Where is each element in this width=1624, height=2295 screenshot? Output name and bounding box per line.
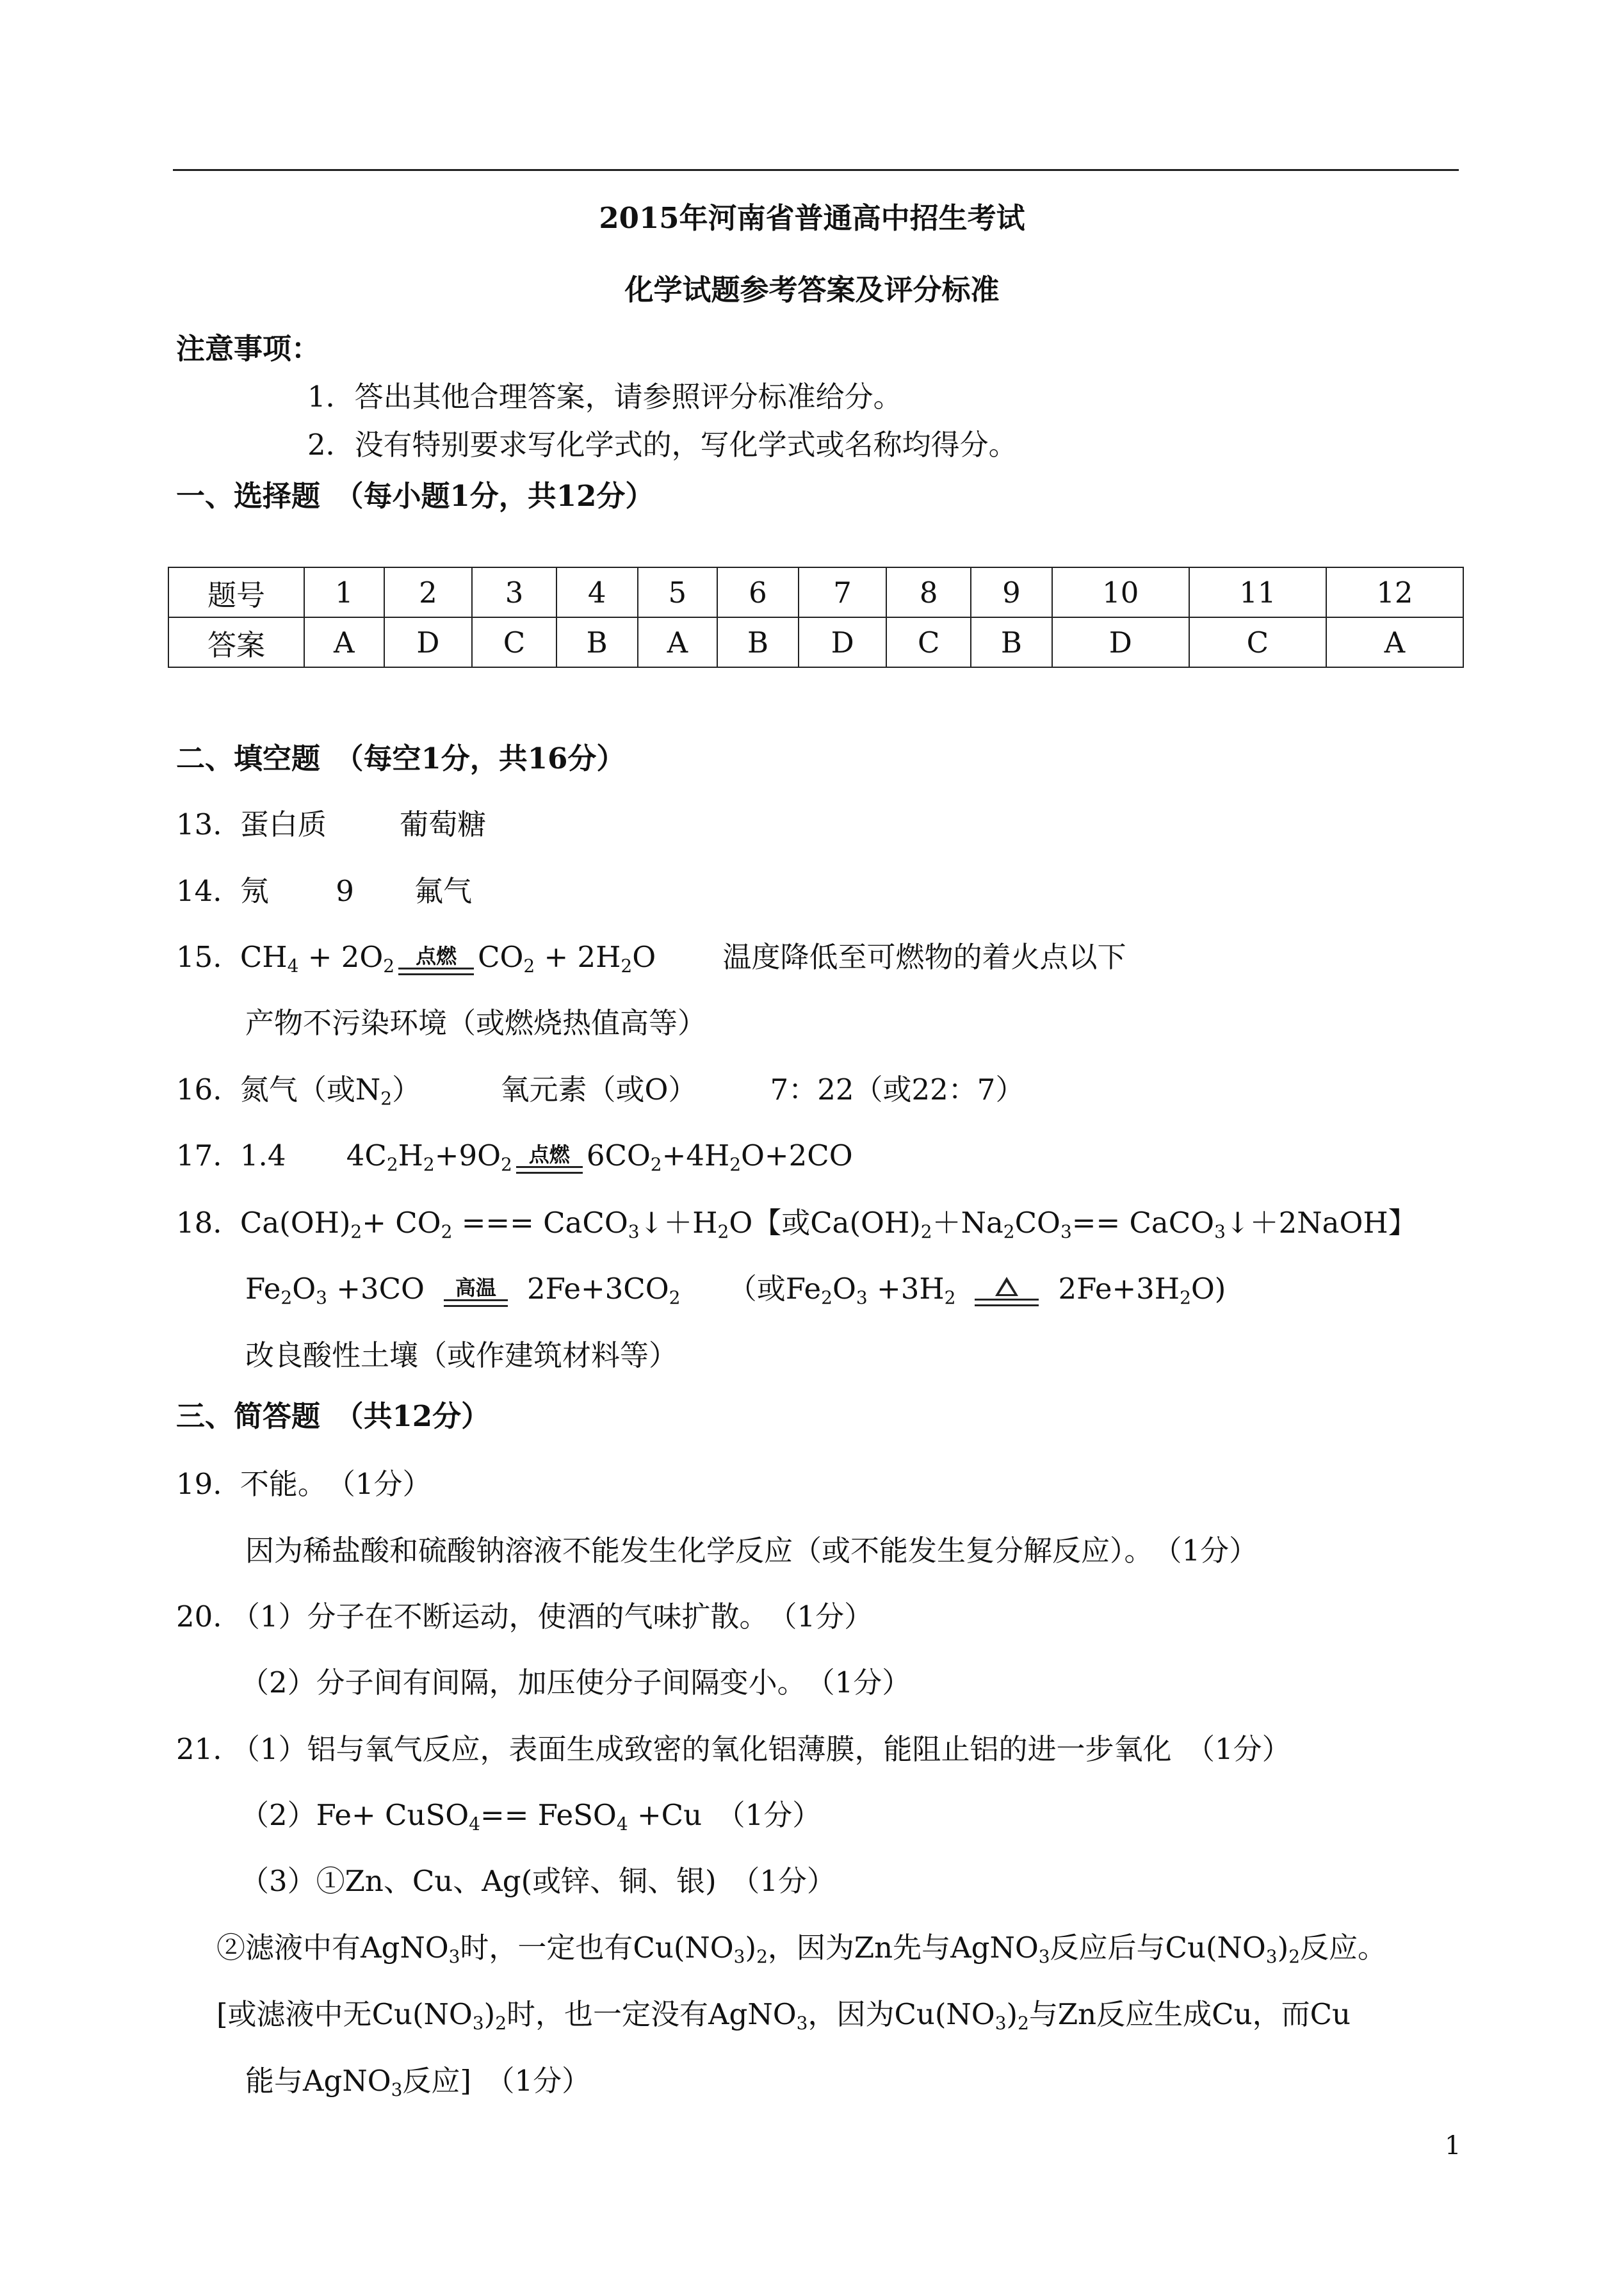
answer-19: 19. 不能。 （1分） (176, 1467, 432, 1501)
question-number: 21. (176, 1732, 222, 1766)
exam-title: 2015年河南省普通高中招生考试 (599, 201, 1025, 235)
answer-16: 16. 氮气（或$N_2$） 氧元素（或O） 7：22（或22：7） (176, 1073, 1025, 1109)
equation-18c-left: （或$Fe_2O_3 +3H_2$ (727, 1272, 956, 1308)
table-row-numbers (168, 567, 1463, 617)
question-number-cell: 6 (717, 567, 799, 617)
section1-heading: 一、选择题 （每小题1分，共12分） (176, 479, 654, 513)
row-label-answer: 答案 (168, 617, 304, 667)
answer-cell: D (799, 617, 887, 667)
question-number-cell: 1 (304, 567, 384, 617)
question-number-cell: 11 (1189, 567, 1326, 617)
reaction-arrow-high-temp: 高温 (444, 1276, 508, 1307)
answer-cell: A (1326, 617, 1463, 667)
answer-18-line3: 改良酸性土壤（或作建筑材料等） (245, 1338, 678, 1372)
answer-14: 14. 氖 9 氟气 (176, 874, 473, 908)
answer-cell: D (1052, 617, 1189, 667)
note-item-2: 2．没有特别要求写化学式的，写化学式或名称均得分。 (307, 428, 1018, 462)
answer-21-line5: [或滤液中无$Cu(NO_3)_2$时，也一定没有AgNO$_3$，因为$Cu(NO_3)_2$与Zn反应生成Cu，而Cu (216, 1997, 1351, 2034)
answer-21-line3: （3）①Zn、Cu、Ag(或锌、铜、银) （1分） (240, 1864, 836, 1898)
question-number-cell: 4 (556, 567, 638, 617)
question-number-cell: 8 (886, 567, 971, 617)
question-number-cell: 12 (1326, 567, 1463, 617)
answer-cell: A (638, 617, 718, 667)
notes-heading: 注意事项： (176, 332, 321, 366)
heat-triangle-icon (995, 1277, 1018, 1296)
question-number-cell: 7 (799, 567, 887, 617)
question-number: 15. (176, 940, 222, 974)
section2-heading: 二、填空题 （每空1分，共16分） (176, 742, 626, 775)
answer-18 (176, 1204, 1417, 1242)
question-number: 19. (176, 1467, 222, 1501)
equation-21: （2）Fe+ CuSO$_4$== FeSO$_4$ +Cu (240, 1798, 702, 1835)
equation-17-left: $4C_2H_2+9O_2$ (346, 1139, 512, 1175)
question-number: 17. (176, 1139, 222, 1172)
answer-19-line2: 因为稀盐酸和硫酸钠溶液不能发生化学反应（或不能发生复分解反应）。 （1分） (245, 1534, 1258, 1568)
answer-21-line2: （2）Fe+ CuSO$_4$== FeSO$_4$ +Cu （1分） (240, 1798, 822, 1835)
answer-21-line4: ②滤液中有AgNO$_3$时，一定也有$Cu(NO_3)_2$，因为Zn先与AgNO$_3$反应后与$Cu(NO_3)_2$反应。 (216, 1931, 1387, 1967)
question-number-cell: 2 (384, 567, 473, 617)
reaction-arrow-heat (975, 1277, 1039, 1306)
answer-17: 17. 1.4 $4C_2H_2+9O_2$ 点燃 $6CO_2+4H_2O+2CO$ (176, 1139, 853, 1175)
question-number-cell: 5 (638, 567, 718, 617)
table-row-answers (168, 617, 1463, 667)
answer-15: 15. $CH_4 + 2O_2$ 点燃 $CO_2 + 2H_2O$ 温度降低至可燃物的着火点以下 (176, 940, 1126, 977)
equation-15-right: $CO_2 + 2H_2O$ (478, 940, 656, 977)
answer-cell: B (971, 617, 1052, 667)
answer-20-line2: （2）分子间有间隔，加压使分子间隔变小。 （1分） (240, 1666, 911, 1699)
equation-18b-left: $Fe_2O_3 +3CO$ (245, 1272, 425, 1308)
note-item-1: 1．答出其他合理答案，请参照评分标准给分。 (307, 380, 902, 414)
question-number: 13. (176, 807, 222, 841)
equation-18a: $Ca(OH)_2+ CO_2$ === $CaCO_3↓+H_2O$【或$Ca(OH)_2+Na_2CO_3==$ CaCO$_3$↓＋2NaOH】 (240, 1206, 1417, 1242)
reaction-arrow-ignite: 点燃 (516, 1143, 583, 1174)
answer-18-line2 (245, 1270, 1226, 1308)
equation-18b-right: $2Fe+3CO_2$ (526, 1272, 681, 1308)
question-number: 20. (176, 1600, 222, 1634)
equation-15-left: $CH_4 + 2O_2$ (240, 940, 395, 977)
section3-heading: 三、简答题 （共12分） (176, 1399, 491, 1433)
answer-cell: D (384, 617, 473, 667)
answer-15-line2: 产物不污染环境（或燃烧热值高等） (245, 1006, 707, 1040)
question-number-cell: 3 (472, 567, 556, 617)
equation-17-right: $6CO_2+4H_2O+2CO$ (586, 1139, 853, 1175)
answer-cell: B (717, 617, 799, 667)
answer-13: 13. 蛋白质 葡萄糖 (176, 807, 487, 841)
question-number: 18. (176, 1206, 222, 1240)
answer-cell: A (304, 617, 384, 667)
row-label-number: 题号 (168, 567, 304, 617)
answer-cell: C (1189, 617, 1326, 667)
equation-18c-right: $2Fe+3H_2O$) (1058, 1272, 1226, 1308)
choice-answer-table (168, 567, 1464, 668)
answer-key-title: 化学试题参考答案及评分标准 (624, 273, 1000, 307)
question-number: 14. (176, 874, 222, 908)
answer-cell: B (556, 617, 638, 667)
answer-cell: C (472, 617, 556, 667)
header-rule (173, 169, 1459, 171)
page-number: 1 (1445, 2131, 1461, 2161)
answer-21-line6: 能与AgNO$_3$反应] （1分） (245, 2064, 591, 2100)
answer-cell: C (886, 617, 971, 667)
answer-21: 21. （1）铝与氧气反应，表面生成致密的氧化铝薄膜，能阻止铝的进一步氧化 （1分） (176, 1732, 1291, 1766)
question-number-cell: 9 (971, 567, 1052, 617)
answer-20: 20. （1）分子在不断运动，使酒的气味扩散。 （1分） (176, 1600, 873, 1634)
reaction-arrow-ignite: 点燃 (398, 945, 474, 975)
question-number: 16. (176, 1073, 222, 1107)
question-number-cell: 10 (1052, 567, 1189, 617)
